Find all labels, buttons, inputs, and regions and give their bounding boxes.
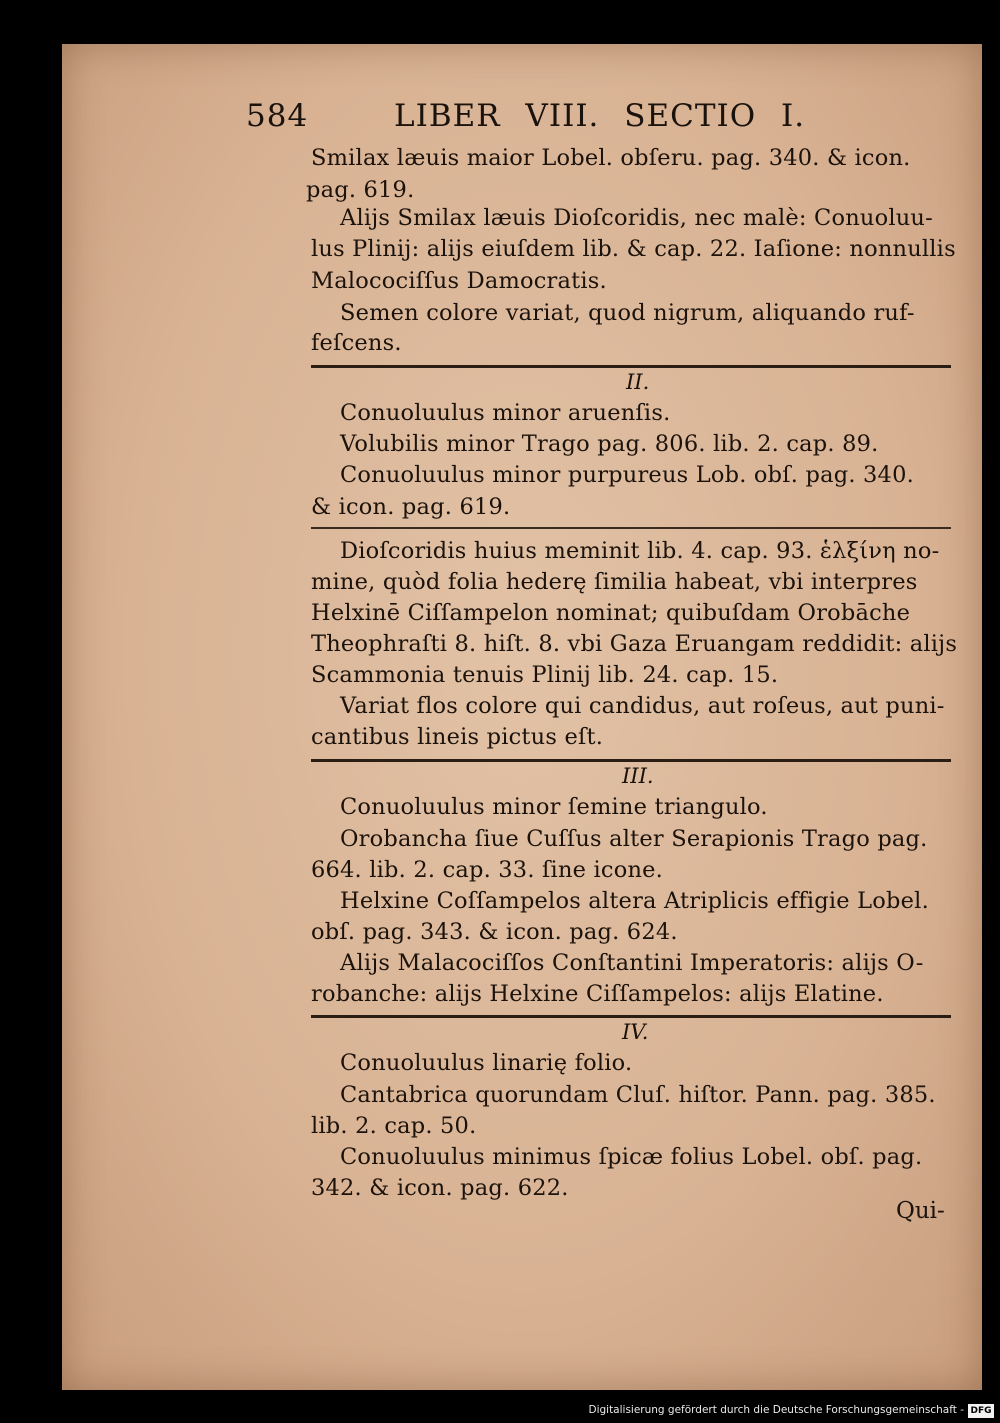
text-line: Alijs Smilax læuis Dioſcoridis, nec malè: Conuoluu-: [340, 205, 933, 231]
text-line: & icon. pag. 619.: [311, 494, 511, 520]
section-numeral: IV.: [622, 1020, 649, 1044]
section-divider: [311, 365, 951, 368]
text-line: mine, quòd folia hederę ſimilia habeat, vbi interpres: [311, 569, 918, 595]
text-line: Conuoluulus minor purpureus Lob. obſ. pag. 340.: [340, 462, 914, 488]
text-line: lib. 2. cap. 50.: [311, 1113, 477, 1139]
text-line: obſ. pag. 343. & icon. pag. 624.: [311, 919, 678, 945]
text-line: Variat flos colore qui candidus, aut roſeus, aut puni-: [340, 693, 945, 719]
catchword: Qui-: [896, 1198, 945, 1224]
text-line: Orobancha ſiue Cuſſus alter Serapionis Trago pag.: [340, 826, 928, 852]
commentary-divider: [311, 527, 951, 529]
text-line: lus Plinij: alijs eiuſdem lib. & cap. 22. Iaſione: nonnullis: [311, 236, 956, 262]
dfg-logo: DFG: [968, 1404, 994, 1418]
page-number: 584: [246, 98, 309, 134]
text-line: Helxinē Ciſſampelon nominat; quibuſdam Orobāche: [311, 600, 911, 626]
section-numeral: II.: [626, 370, 650, 394]
text-line: Helxine Coſſampelos altera Atriplicis effigie Lobel.: [340, 888, 929, 914]
running-title: LIBER VIII. SECTIO I.: [394, 98, 806, 134]
text-line: Volubilis minor Trago pag. 806. lib. 2. cap. 89.: [340, 431, 879, 457]
text-line: Theophraſti 8. hiſt. 8. vbi Gaza Eruangam reddidit: alijs: [311, 631, 958, 657]
text-line: Scammonia tenuis Plinij lib. 24. cap. 15.: [311, 662, 779, 688]
text-line: Cantabrica quorundam Cluſ. hiſtor. Pann. pag. 385.: [340, 1082, 936, 1108]
text-line: Conuoluulus minor ſemine triangulo.: [340, 794, 768, 820]
digitization-footer: [0, 1401, 1000, 1423]
section-numeral: III.: [622, 764, 654, 788]
section-divider: [311, 759, 951, 762]
text-line: 664. lib. 2. cap. 33. ſine icone.: [311, 857, 664, 883]
text-line: Conuoluulus minimus ſpicæ folius Lobel. obſ. pag.: [340, 1144, 923, 1170]
running-head: [246, 98, 886, 142]
text-line: Alijs Malacociſſos Conſtantini Imperatoris: alijs O-: [340, 950, 924, 976]
section-divider: [311, 1015, 951, 1018]
text-line: Conuoluulus linarię folio.: [340, 1050, 633, 1076]
text-line: Conuoluulus minor aruenſis.: [340, 400, 671, 426]
text-line: Malocociſſus Damocratis.: [311, 268, 607, 294]
text-line: feſcens.: [311, 330, 402, 356]
text-line: Smilax læuis maior Lobel. obſeru. pag. 340. & icon.: [311, 145, 911, 171]
text-line: 342. & icon. pag. 622.: [311, 1175, 569, 1201]
funding-credit: Digitalisierung gefördert durch die Deutsche Forschungsgemeinschaft -: [588, 1404, 964, 1416]
text-line: Dioſcoridis huius meminit lib. 4. cap. 93. ἑλξίνη no-: [340, 538, 940, 564]
text-line: cantibus lineis pictus eſt.: [311, 724, 604, 750]
text-line: Semen colore variat, quod nigrum, aliquando ruf-: [340, 300, 915, 326]
text-line: pag. 619.: [306, 177, 415, 203]
text-line: robanche: alijs Helxine Ciſſampelos: alijs Elatine.: [311, 981, 884, 1007]
